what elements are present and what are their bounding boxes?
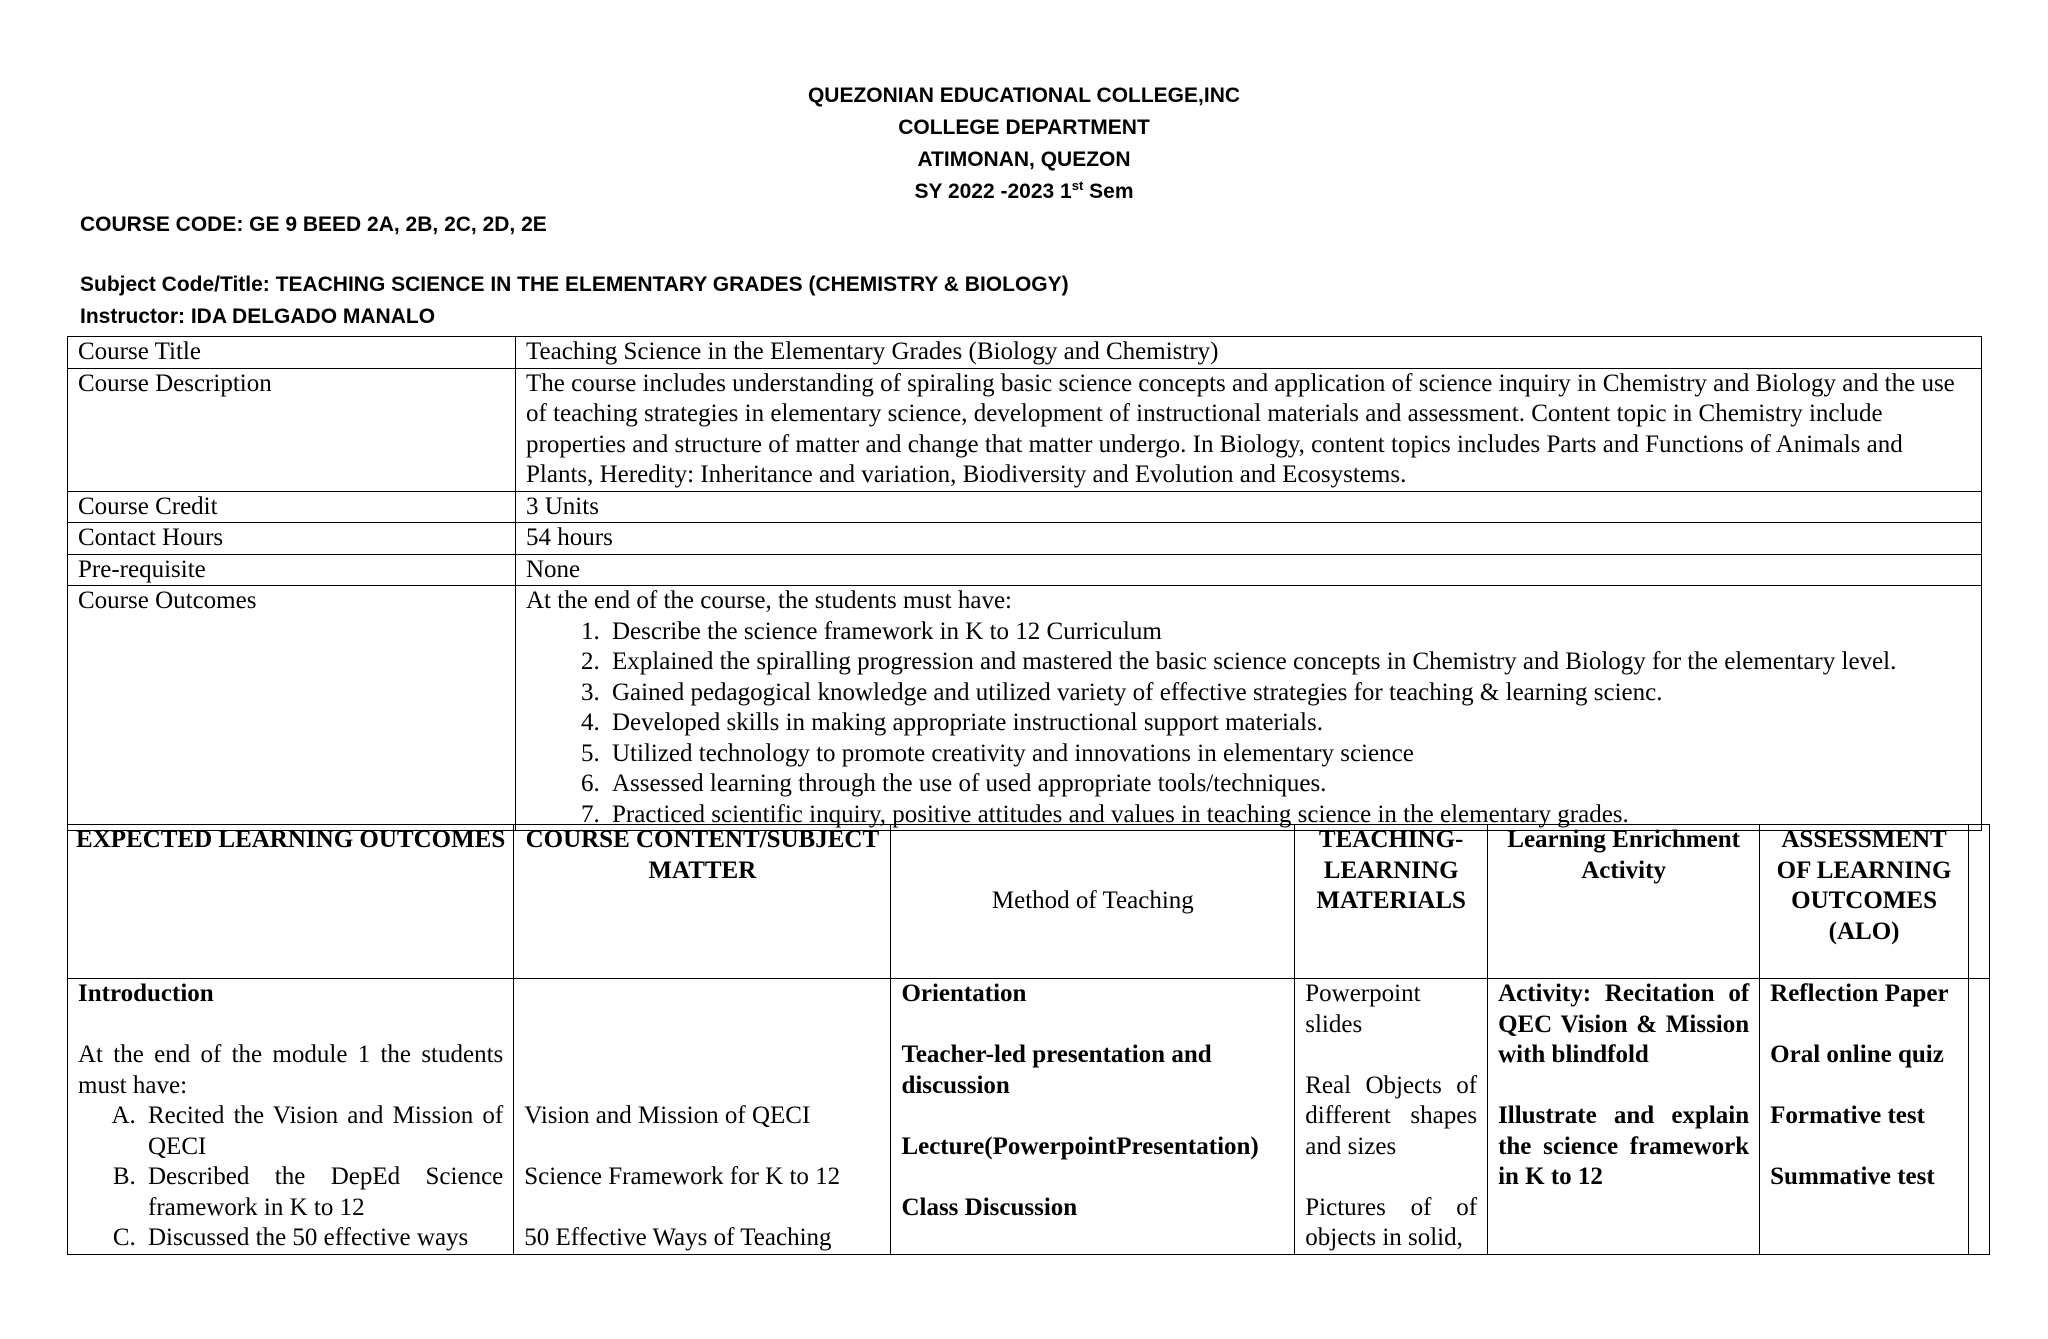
material-item: Powerpoint slides [1305, 980, 1421, 1038]
material-item: Pictures of of objects in solid, [1305, 1193, 1478, 1251]
course-description-label: Course Description [68, 368, 516, 491]
course-title-value: Teaching Science in the Elementary Grades (Biology and Chemistry) [516, 337, 1982, 369]
assessment-item: Reflection Paper [1770, 980, 1949, 1007]
school-year-sup: st [1071, 178, 1084, 193]
header-enrichment-activity: Learning Enrichment Activity [1488, 825, 1760, 979]
enrichment-item: Activity: Recitation of QEC Vision & Mission with blindfold [1498, 980, 1750, 1068]
course-description-value: The course includes understanding of spiraling basic science concepts and application of science inquiry in Chemistry and Biology and the use of teaching strategies in elementary science, development of instructional materials and assessment. Content topic in Chemistry include properties and structure of matter and change that matter undergo. In Biology, content topics includes Parts and Functions of Animals and Plants, Heredity: Inheritance and variation, Biodiversity and Evolution and Ecosystems. [516, 368, 1982, 491]
header-course-content: COURSE CONTENT/SUBJECT MATTER [514, 825, 891, 979]
course-outcomes-row [68, 586, 1982, 831]
course-description-row [68, 368, 1982, 491]
school-year-sem: Sem [1083, 180, 1134, 203]
school-year [0, 176, 2048, 208]
location: ATIMONAN, QUEZON [917, 148, 1131, 171]
prerequisite-label: Pre-requisite [68, 554, 516, 586]
prerequisite-value: None [516, 554, 1982, 586]
header-method-of-teaching: Method of Teaching [891, 825, 1295, 979]
contact-hours-row [68, 523, 1982, 555]
outcome-intro: At the end of the module 1 the students must have: [78, 1041, 504, 1099]
header-expected-outcomes: EXPECTED LEARNING OUTCOMES [68, 825, 514, 979]
course-info-table [67, 336, 1982, 831]
course-outcomes-label: Course Outcomes [68, 586, 516, 831]
course-outcome-item: 1. Describe the science framework in K to 12 Curriculum [606, 617, 1971, 648]
contact-hours-value: 54 hours [516, 523, 1982, 555]
enrichment-cell [1488, 979, 1760, 1255]
institution-name: QUEZONIAN EDUCATIONAL COLLEGE,INC [807, 84, 1241, 107]
course-title-row [68, 337, 1982, 369]
header-teaching-materials: TEACHING-LEARNING MATERIALS [1295, 825, 1488, 979]
course-outcome-item: 7. Practiced scientific inquiry, positive attitudes and values in teaching science in the elementary grades. [606, 800, 1971, 831]
course-code: COURSE CODE: GE 9 BEED 2A, 2B, 2C, 2D, 2E [80, 213, 547, 236]
list-item: B. Described the DepEd Science framework in K to 12 [142, 1162, 503, 1223]
method-item: Lecture(PowerpointPresentation) [901, 1132, 1259, 1160]
instructor: Instructor: IDA DELGADO MANALO [80, 305, 436, 328]
course-outcome-item: 2. Explained the spiralling progression and mastered the basic science concepts in Chemistry and Biology for the elementary level. [606, 647, 1971, 678]
outcome-list [78, 1101, 503, 1254]
outcome-heading: Introduction [78, 980, 214, 1007]
course-credit-value: 3 Units [516, 491, 1982, 523]
learning-outcomes-table [67, 824, 1990, 1255]
subject-title: Subject Code/Title: TEACHING SCIENCE IN THE ELEMENTARY GRADES (CHEMISTRY & BIOLOGY) [80, 273, 1069, 296]
assessment-cell [1760, 979, 1969, 1255]
course-outcomes-list [526, 617, 1971, 831]
school-year-text: SY 2022 -2023 1 [914, 180, 1072, 203]
assessment-item: Summative test [1770, 1163, 1935, 1190]
course-content-cell [514, 979, 891, 1255]
course-outcome-item: 4. Developed skills in making appropriate instructional support materials. [606, 708, 1971, 739]
course-credit-row [68, 491, 1982, 523]
method-item: Class Discussion [901, 1193, 1078, 1221]
course-outcome-item: 6. Assessed learning through the use of used appropriate tools/techniques. [606, 769, 1971, 800]
course-outcomes-value [516, 586, 1982, 831]
method-cell [891, 979, 1295, 1255]
prerequisite-row [68, 554, 1982, 586]
enrichment-item: Illustrate and explain the science framework in K to 12 [1498, 1102, 1750, 1190]
assessment-item: Oral online quiz [1770, 1041, 1944, 1068]
content-item: 50 Effective Ways of Teaching [524, 1224, 832, 1251]
course-outcome-item: 3. Gained pedagogical knowledge and utilized variety of effective strategies for teaching & learning scienc. [606, 678, 1971, 709]
assessment-item: Formative test [1770, 1102, 1925, 1129]
course-credit-label: Course Credit [68, 491, 516, 523]
course-title-label: Course Title [68, 337, 516, 369]
course-outcome-item: 5. Utilized technology to promote creativity and innovations in elementary science [606, 739, 1971, 770]
expected-outcomes-cell [68, 979, 514, 1255]
course-outcomes-intro: At the end of the course, the students must have: [526, 587, 1012, 614]
department-name: COLLEGE DEPARTMENT [898, 116, 1150, 139]
content-item: Vision and Mission of QECI [524, 1102, 811, 1129]
spacer-cell [1968, 979, 1989, 1255]
list-item: C. Discussed the 50 effective ways [142, 1223, 503, 1254]
header-spacer [1968, 825, 1989, 979]
method-item: Teacher-led presentation and discussion [901, 1041, 1212, 1099]
header-assessment: ASSESSMENT OF LEARNING OUTCOMES (ALO) [1760, 825, 1969, 979]
material-item: Real Objects of different shapes and sizes [1305, 1071, 1478, 1160]
list-item: A. Recited the Vision and Mission of QECI [142, 1101, 503, 1162]
table-row [68, 979, 1990, 1255]
materials-cell [1295, 979, 1488, 1255]
header-row [68, 825, 1990, 979]
contact-hours-label: Contact Hours [68, 523, 516, 555]
method-item: Orientation [901, 980, 1027, 1007]
content-item: Science Framework for K to 12 [524, 1163, 841, 1190]
